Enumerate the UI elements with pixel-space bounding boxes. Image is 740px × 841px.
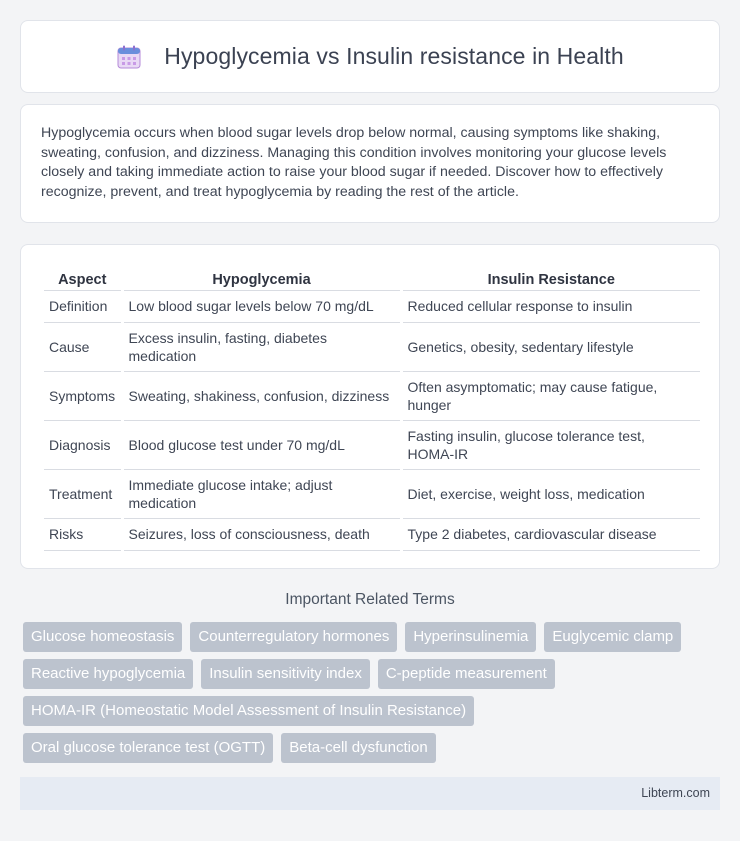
related-terms-title: Important Related Terms xyxy=(285,591,455,608)
related-term-tag[interactable]: HOMA-IR (Homeostatic Model Assessment of Insulin Resistance) xyxy=(23,696,474,726)
header-card xyxy=(20,20,720,93)
table-cell-hypoglycemia: Seizures, loss of consciousness, death xyxy=(122,518,401,550)
related-term-tag[interactable]: Beta-cell dysfunction xyxy=(281,733,435,763)
intro-paragraph: Hypoglycemia occurs when blood sugar levels drop below normal, causing symptoms like shaking, sweating, confusion, and dizziness. Managing this condition involves monitoring your glucose levels closely and taking immediate action to raise your blood sugar if needed. Discover how to effectively recognize, prevent, and treat hypoglycemia by reading the rest of the article. xyxy=(41,125,667,200)
related-term-tag[interactable]: C-peptide measurement xyxy=(378,659,555,689)
header-title-wrap xyxy=(116,43,624,70)
related-term-tag[interactable]: Reactive hypoglycemia xyxy=(23,659,193,689)
table-cell-insulin-resistance: Reduced cellular response to insulin xyxy=(401,290,700,322)
related-term-tag[interactable]: Insulin sensitivity index xyxy=(201,659,370,689)
table-cell-insulin-resistance: Fasting insulin, glucose tolerance test, HOMA-IR xyxy=(401,420,700,469)
comparison-table xyxy=(44,265,700,551)
comparison-table-card xyxy=(20,244,720,569)
table-row xyxy=(44,371,700,420)
table-cell-aspect: Cause xyxy=(44,322,122,371)
table-cell-hypoglycemia: Low blood sugar levels below 70 mg/dL xyxy=(122,290,401,322)
table-cell-hypoglycemia: Immediate glucose intake; adjust medication xyxy=(122,469,401,518)
column-header-insulin-resistance: Insulin Resistance xyxy=(401,265,700,290)
table-row xyxy=(44,322,700,371)
table-header-row xyxy=(44,265,700,290)
related-term-tag[interactable]: Oral glucose tolerance test (OGTT) xyxy=(23,733,273,763)
table-cell-insulin-resistance: Diet, exercise, weight loss, medication xyxy=(401,469,700,518)
column-header-aspect: Aspect xyxy=(44,265,122,290)
table-cell-aspect: Definition xyxy=(44,290,122,322)
related-term-tag[interactable]: Hyperinsulinemia xyxy=(405,622,536,652)
tag-row xyxy=(23,696,723,726)
table-cell-insulin-resistance: Genetics, obesity, sedentary lifestyle xyxy=(401,322,700,371)
intro-card xyxy=(20,104,720,223)
table-cell-aspect: Diagnosis xyxy=(44,420,122,469)
related-terms-tags xyxy=(23,622,723,770)
calendar-icon xyxy=(116,44,142,70)
table-cell-aspect: Risks xyxy=(44,518,122,550)
table-row xyxy=(44,420,700,469)
table-cell-insulin-resistance: Often asymptomatic; may cause fatigue, hunger xyxy=(401,371,700,420)
table-row xyxy=(44,290,700,322)
table-cell-hypoglycemia: Excess insulin, fasting, diabetes medication xyxy=(122,322,401,371)
tag-row xyxy=(23,622,723,652)
related-term-tag[interactable]: Counterregulatory hormones xyxy=(190,622,397,652)
footer xyxy=(20,777,720,810)
table-cell-aspect: Treatment xyxy=(44,469,122,518)
related-term-tag[interactable]: Euglycemic clamp xyxy=(544,622,681,652)
table-row xyxy=(44,469,700,518)
table-cell-hypoglycemia: Sweating, shakiness, confusion, dizziness xyxy=(122,371,401,420)
tag-row xyxy=(23,733,723,763)
related-term-tag[interactable]: Glucose homeostasis xyxy=(23,622,182,652)
tag-row xyxy=(23,659,723,689)
page-title: Hypoglycemia vs Insulin resistance in Health xyxy=(164,43,624,69)
table-cell-hypoglycemia: Blood glucose test under 70 mg/dL xyxy=(122,420,401,469)
table-cell-insulin-resistance: Type 2 diabetes, cardiovascular disease xyxy=(401,518,700,550)
table-row xyxy=(44,518,700,550)
column-header-hypoglycemia: Hypoglycemia xyxy=(122,265,401,290)
table-cell-aspect: Symptoms xyxy=(44,371,122,420)
footer-site-link[interactable]: Libterm.com xyxy=(641,786,710,800)
